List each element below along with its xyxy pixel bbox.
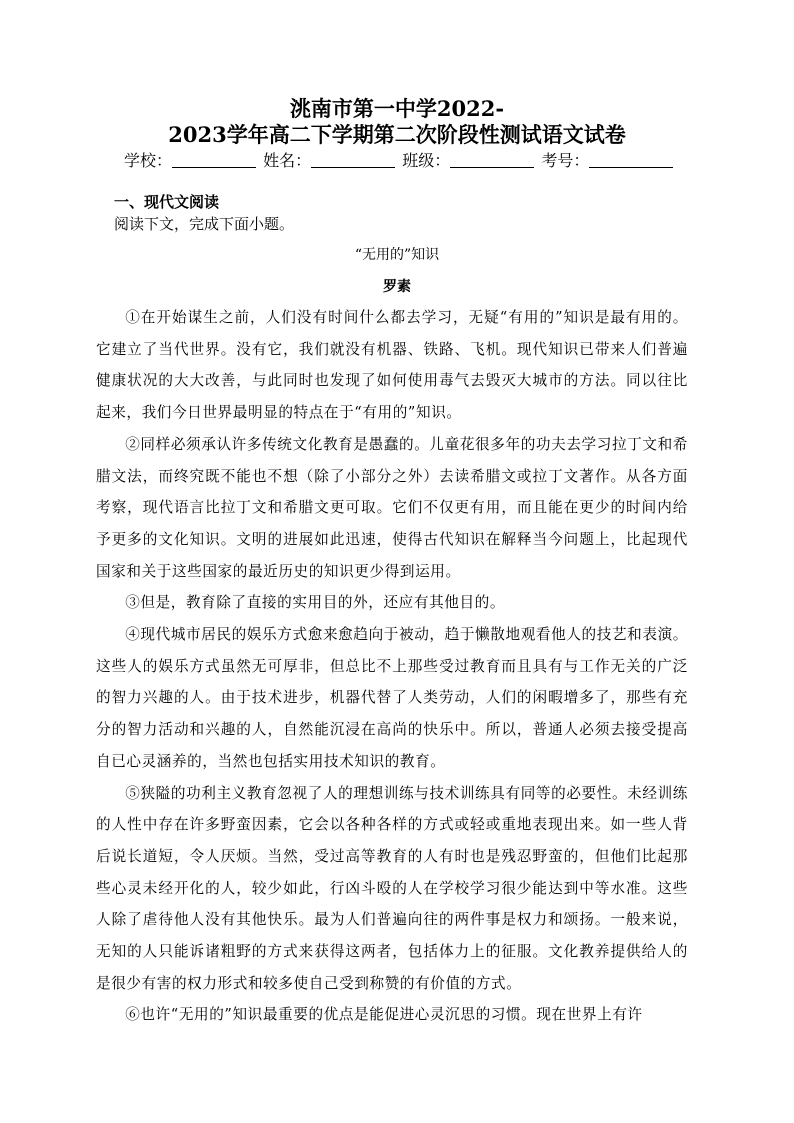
number-label: 考号： [541, 151, 590, 170]
paragraph: ⑤狭隘的功利主义教育忽视了人的理想训练与技术训练具有同等的必要性。未经训练的人性中存在许多野蛮因素，它会以各种各样的方式或轻或重地表现出来。如一些人背后说长道短，令人厌烦。当然，受过高等教育的人有时也是残忍野蛮的，但他们比起那些心灵未经开化的人，较少如此，行凶斗殴的人在学校学习很少能达到中等水准。这些人除了虐待他人没有其他快乐。最为人们普遍向往的两件事是权力和颂扬。一般来说，无知的人只能诉诸粗野的方式来获得这两者，包括体力上的征服。文化教养提供给人的是很少有害的权力形式和较多使自己受到称赞的有价值的方式。 [96, 784, 688, 992]
class-blank [450, 149, 534, 168]
article-author: 罗素 [383, 279, 411, 295]
paragraph: ①在开始谋生之前，人们没有时间什么都去学习，无疑“有用的”知识是最有用的。它建立了当代世界。没有它，我们就没有机器、铁路、飞机。现代知识已带来人们普遍健康状况的大大改善，与此同时也发现了如何使用毒气去毁灭大城市的方法。同以往比起来，我们今日世界最明显的特点在于“有用的”知识。 [96, 309, 688, 422]
class-label: 班级： [402, 151, 451, 170]
paragraph: ②同样必须承认许多传统文化教育是愚蠢的。儿童花很多年的功夫去学习拉丁文和希腊文法，而终究既不能也不想（除了小部分之外）去读希腊文或拉丁文著作。从各方面考察，现代语言比拉丁文和希腊文更可取。它们不仅更有用，而且能在更少的时间内给予更多的文化知识。文明的进展如此迅速，使得古代知识在解释当今问题上，比起现代国家和关于这些国家的最近历史的知识更少得到运用。 [96, 435, 688, 580]
article-body [96, 302, 688, 1031]
number-blank [589, 149, 673, 168]
name-blank [311, 149, 395, 168]
exam-title-line1: 洮南市第一中学2022- [289, 96, 505, 121]
paragraph: ④现代城市居民的娱乐方式愈来愈趋向于被动，趋于懒散地观看他人的技艺和表演。这些人的娱乐方式虽然无可厚非，但总比不上那些受过教育而且具有与工作无关的广泛的智力兴趣的人。由于技术进步，机器代替了人类劳动，人们的闲暇增多了，那些有充分的智力活动和兴趣的人，自然能沉浸在高尚的快乐中。所以，普通人必须去接受提高自已心灵涵养的，当然也包括实用技术知识的教育。 [96, 626, 688, 770]
paragraph: ③但是，教育除了直接的实用目的外，还应有其他目的。 [125, 594, 506, 612]
school-blank [172, 149, 256, 168]
student-info-row [124, 148, 684, 174]
name-label: 姓名： [263, 151, 312, 170]
paragraph: ⑥也许“无用的”知识最重要的优点是能促进心灵沉思的习惯。现在世界上有许 [125, 1006, 643, 1024]
section-heading: 一、现代文阅读 [114, 193, 220, 211]
exam-title-line2: 2023学年高二下学期第二次阶段性测试语文试卷 [168, 122, 626, 147]
article-title: “无用的”知识 [354, 247, 440, 263]
school-label: 学校： [124, 151, 173, 170]
section-instruction: 阅读下文，完成下面小题。 [114, 215, 295, 233]
